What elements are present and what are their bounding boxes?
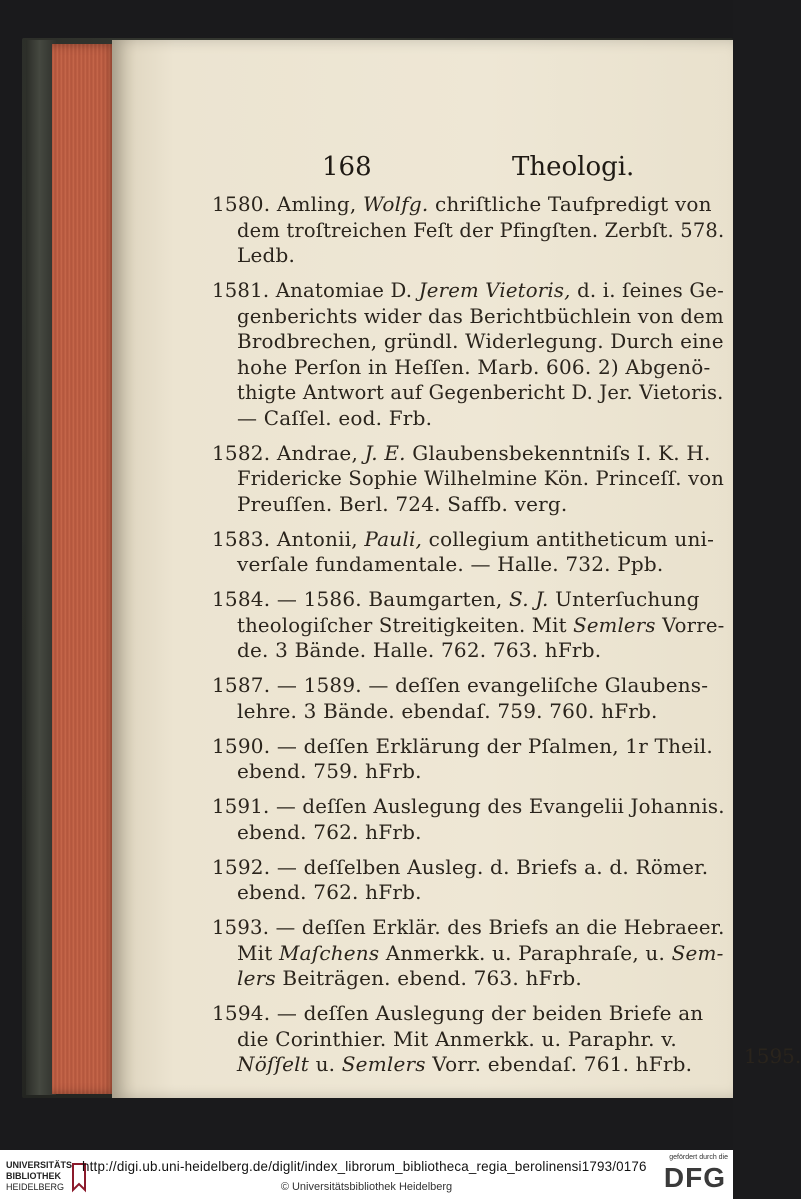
entry-text: Brodbrechen, gründl. Widerlegung. Durch eine [237,329,724,353]
entry-line [212,916,725,938]
book-page [112,40,801,1098]
entry-text: chriſtliche Taufpredigt von [428,192,712,216]
entry-text: 1582. Andrae, [212,440,365,465]
entry-text: ebend. 762. hFrb. [237,819,422,844]
dfg-wordmark: DFG [663,1162,726,1193]
italic-text: Maſchens [278,940,380,965]
italic-text: Semlers [573,612,656,637]
entry-line [212,1002,703,1024]
entry-text: genberichts wider das Berichtbüchlein von dem [237,303,724,328]
entry-text: Ledb. [237,243,296,267]
entry-line [212,735,713,757]
entry-text: lehre. 3 Bände. ebendaſ. 759. 760. hFrb. [237,698,658,723]
entry-text: Unterſuchung [548,587,700,611]
entry-line [212,528,714,550]
entry-text: Beiträgen. ebend. 763. hFrb. [275,966,582,990]
entry-line [212,442,711,464]
entry-text: d. i. ſeines Ge- [570,278,724,302]
footer-bar [0,1150,733,1199]
funded-by-label: gefördert durch die [669,1154,728,1161]
logo-line-3: HEIDELBERG [6,1182,65,1192]
running-title: Theologi. [512,152,635,182]
entry-text: 1581. Anatomiae D. [212,278,419,302]
entry-line [237,700,658,722]
entry-line [237,407,432,429]
entry-line [237,330,724,352]
entry-line [212,279,724,301]
entry-text: Vorre- [655,612,725,637]
entry-text: dem troſtreichen Feſt der Pfingſten. Zerbſt. 578. [237,217,725,242]
entry-line [212,856,708,878]
entry-line [237,493,567,515]
entry-text: Glaubensbekenntniſs I. K. H. [405,440,711,465]
entry-line [237,467,724,489]
entry-line [237,967,582,989]
logo-line-2: BIBLIOTHEK [6,1171,61,1181]
entry-text: 1594. — deſſen Auslegung der beiden Briefe an [212,1001,704,1025]
entry-line [237,821,422,843]
entry-line [237,1028,677,1050]
dfg-logo[interactable] [650,1154,730,1196]
entry-text: de. 3 Bände. Halle. 762. 763. hFrb. [237,638,602,662]
italic-text: Semlers [341,1052,426,1076]
entry-text: 1592. — deſſelben Ausleg. d. Briefs a. d. Römer. [212,854,709,879]
entry-text: theologiſcher Streitigkeiten. Mit [237,612,574,637]
entry-text: thigte Antwort auf Gegenbericht D. Jer. Vietoris. [237,380,724,404]
entry-line [237,219,724,241]
entry-text: ebend. 759. hFrb. [237,759,422,783]
italic-text: S. J. [509,587,549,611]
italic-text: J. E. [364,440,406,465]
copyright-notice: © Universitätsbibliothek Heidelberg [280,1181,453,1193]
entry-line [237,305,724,327]
permalink-url[interactable]: http://digi.ub.uni-heidelberg.de/diglit/index_librorum_bibliotheca_regia_berolinensi1793/0176 [82,1158,647,1174]
entry-line [237,244,295,266]
entry-line [237,942,724,964]
entry-line [237,639,601,661]
entry-text: 1591. — deſſen Auslegung des Evangelii Johannis. [212,794,725,818]
entry-line [237,881,422,903]
entry-line [237,553,663,575]
entry-text: Preuſſen. Berl. 724. Saffb. verg. [237,491,568,516]
entry-text: collegium antitheticum uni- [422,526,715,551]
entry-text: verſale fundamentale. — Halle. 732. Ppb. [237,552,664,576]
entry-text: ebend. 762. hFrb. [237,880,422,904]
page-edges [52,44,118,1094]
entry-text: — Caſſel. eod. Frb. [237,405,433,430]
entry-line [212,193,712,215]
page-number: 168 [322,152,372,182]
entry-text: 1587. — 1589. — deſſen evangeliſche Glaubens- [212,673,709,697]
entry-text: 1580. Amling, [212,192,364,216]
entry-line [237,381,724,403]
entry-text: Anmerkk. u. Paraphraſe, u. [379,940,672,965]
entry-line [212,795,725,817]
entry-text: 1583. Antonii, [212,526,365,551]
entry-text: Mit [237,940,279,965]
catchword: 1595. [744,1044,801,1068]
italic-text: Wolfg. [363,192,429,216]
entry-line [237,760,422,782]
entry-text: 1590. — deſſen Erklärung der Pſalmen, 1r Theil. [212,733,713,758]
entry-text: 1584. — 1586. Baumgarten, [212,587,510,611]
entry-line [237,614,724,636]
running-head [112,152,733,186]
logo-line-1: UNIVERSITÄTS [6,1160,73,1170]
italic-text: Nöſſelt [237,1052,310,1076]
entry-line [237,356,710,378]
italic-text: lers [237,966,276,990]
entry-text: die Corinthier. Mit Anmerkk. u. Paraphr. v. [237,1026,677,1051]
entry-line [237,1053,692,1075]
entry-text: hohe Perſon in Heſſen. Marb. 606. 2) Abgenö- [237,354,711,379]
entry-text: u. [309,1052,342,1076]
entry-text: Vorr. ebendaſ. 761. hFrb. [425,1052,693,1076]
entry-line [212,588,700,610]
entry-text: 1593. — deſſen Erklär. des Briefs an die Hebraeer. [212,915,725,939]
italic-text: Pauli, [364,526,423,551]
italic-text: Sem- [671,940,724,965]
italic-text: Jerem Vietoris, [418,278,571,302]
entry-line [212,674,708,696]
entry-text: Fridericke Sophie Wilhelmine Kön. Princeſſ. von [237,466,725,490]
